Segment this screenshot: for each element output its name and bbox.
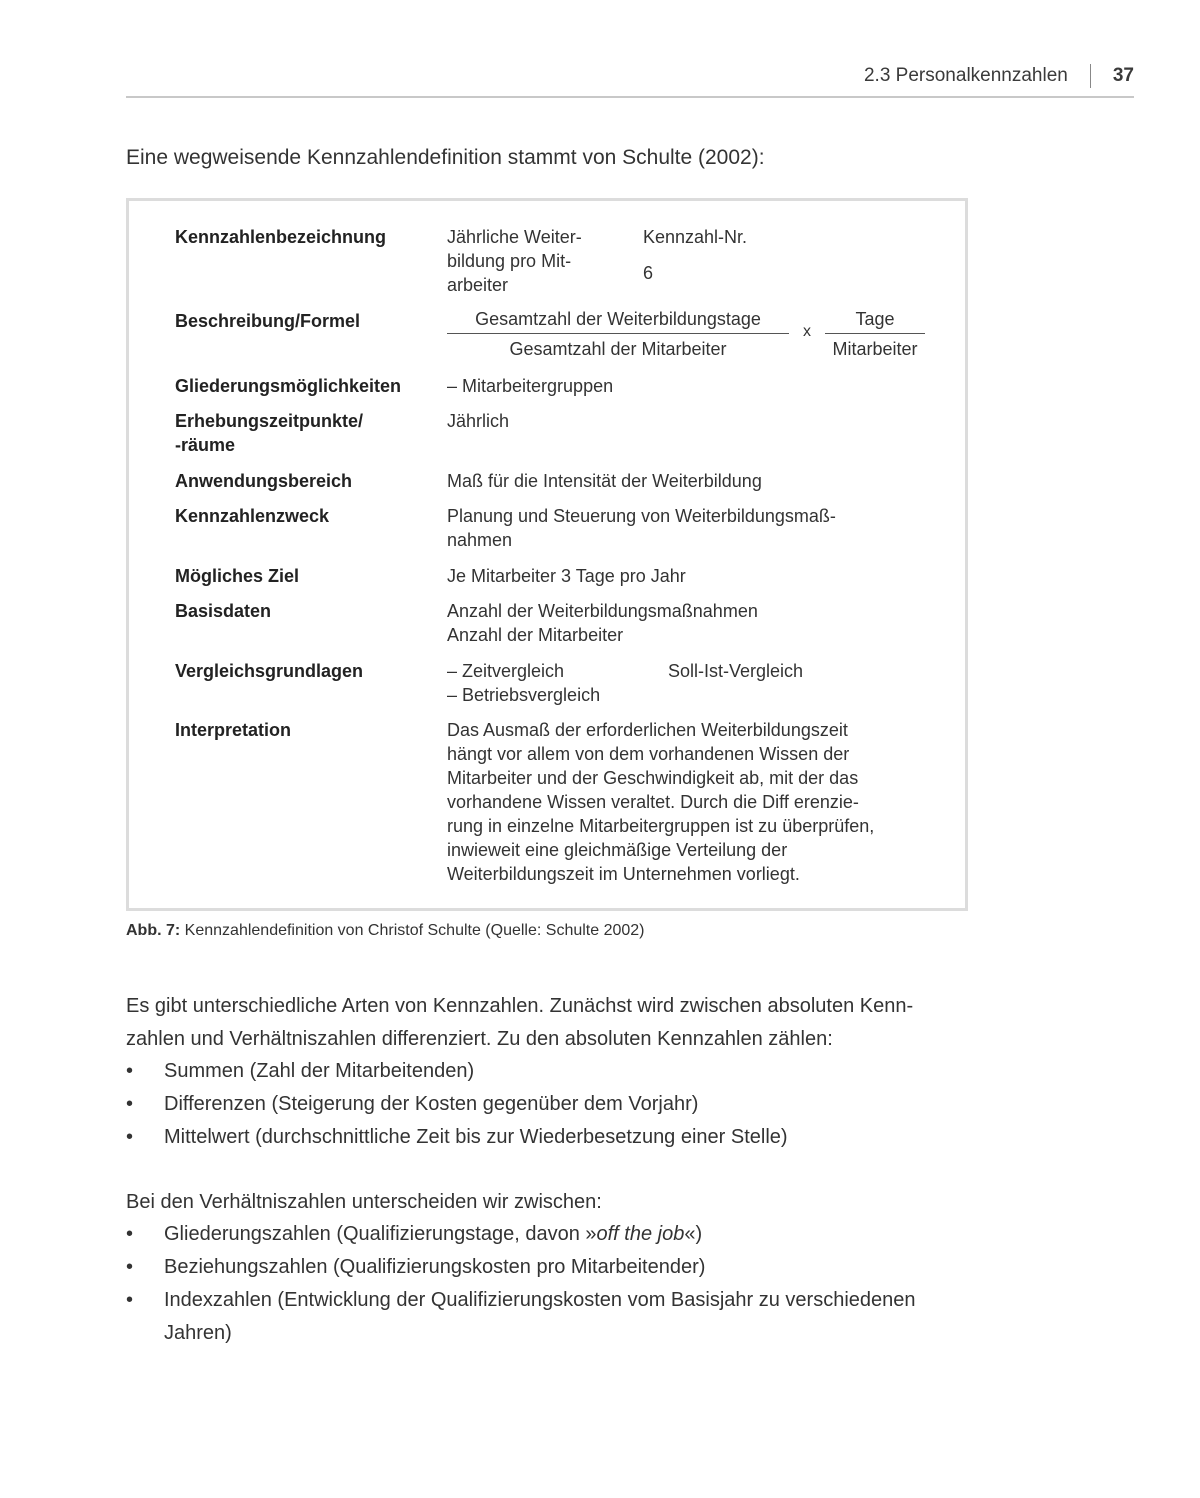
value-line: rung in einzelne Mitarbeitergruppen ist zu überprüfen,	[447, 816, 875, 836]
list-item	[126, 1218, 986, 1251]
value-vergleich-2: Soll-Ist-Vergleich	[668, 661, 804, 681]
label-erhebung	[175, 409, 363, 457]
kennzahl-nr-value: 6	[643, 263, 654, 283]
value-line: hängt vor allem von dem vorhandenen Wissen der	[447, 744, 850, 764]
value-zweck	[447, 504, 836, 552]
value-line: – Zeitvergleich	[447, 661, 565, 681]
list-item-italic: off the job	[596, 1223, 685, 1245]
list-item-text: «)	[684, 1223, 703, 1245]
intro-text: Eine wegweisende Kennzahlendefinition stammt von Schulte (2002):	[126, 146, 765, 169]
bullet-icon: •	[126, 1223, 134, 1245]
list-item-text: Gliederungszahlen (Qualifizierungstage, davon »	[164, 1223, 597, 1245]
label-bezeichnung: Kennzahlenbezeichnung	[175, 227, 387, 247]
value-gliederung: – Mitarbeitergruppen	[447, 376, 614, 396]
value-vergleich	[447, 659, 600, 707]
label-zweck: Kennzahlenzweck	[175, 506, 330, 526]
value-basis	[447, 599, 758, 647]
bullet-icon: •	[126, 1256, 134, 1278]
value-line: inwieweit eine gleichmäßige Verteilung der	[447, 840, 788, 860]
label-line: Erhebungszeitpunkte/	[175, 411, 364, 431]
bullet-icon: •	[126, 1093, 134, 1115]
definition-box	[126, 198, 968, 911]
unit-numerator: Tage	[825, 309, 925, 334]
list-item-text: Jahren)	[164, 1322, 232, 1344]
unit-denominator: Mitarbeiter	[832, 339, 918, 359]
value-line: Jährliche Weiter-	[447, 227, 582, 247]
fraction-unit	[825, 309, 925, 360]
header-separator	[1090, 64, 1091, 88]
label-ziel: Mögliches Ziel	[175, 566, 300, 586]
bullet-list-absolute	[126, 1055, 986, 1154]
times-sign: x	[803, 323, 811, 340]
list-item	[126, 1121, 986, 1154]
value-interpretation	[447, 718, 874, 886]
bullet-icon: •	[126, 1289, 134, 1311]
list-item	[126, 1055, 986, 1088]
list-item-text: Beziehungszahlen (Qualifizierungskosten pro Mitarbeitender)	[164, 1256, 706, 1278]
caption-text: Kennzahlendefinition von Christof Schulte (Quelle: Schulte 2002)	[184, 922, 645, 939]
value-line: arbeiter	[447, 275, 509, 295]
value-line: – Betriebsvergleich	[447, 685, 601, 705]
paragraph-2: Bei den Verhältniszahlen unterscheiden wir zwischen:	[126, 1191, 602, 1213]
figure-caption	[126, 922, 645, 940]
header-right	[864, 62, 1134, 90]
bullet-list-relative	[126, 1218, 986, 1350]
label-interpretation: Interpretation	[175, 720, 292, 740]
value-anwendung: Maß für die Intensität der Weiterbildung	[447, 471, 762, 491]
paragraph-line: zahlen und Verhältniszahlen differenziert. Zu den absoluten Kennzahlen zählen:	[126, 1028, 833, 1050]
label-basis: Basisdaten	[175, 601, 272, 621]
value-line: nahmen	[447, 530, 513, 550]
value-line: Mitarbeiter und der Geschwindigkeit ab, mit der das	[447, 768, 859, 788]
list-item-text: Mittelwert (durchschnittliche Zeit bis zur Wiederbesetzung einer Stelle)	[164, 1126, 788, 1148]
denominator: Gesamtzahl der Mitarbeiter	[509, 339, 727, 359]
kennzahl-nr-label: Kennzahl-Nr.	[643, 227, 748, 247]
value-line: vorhandene Wissen veraltet. Durch die Diff erenzie-	[447, 792, 859, 812]
label-vergleich: Vergleichsgrundlagen	[175, 661, 364, 681]
label-formel: Beschreibung/Formel	[175, 311, 361, 331]
list-item-text: Summen (Zahl der Mitarbeitenden)	[164, 1060, 475, 1082]
list-item	[126, 1284, 986, 1350]
value-ziel: Je Mitarbeiter 3 Tage pro Jahr	[447, 566, 686, 586]
list-item-text: Indexzahlen (Entwicklung der Qualifizierungskosten vom Basisjahr zu verschiedenen	[164, 1289, 916, 1311]
fraction-main	[447, 309, 789, 360]
paragraph-line: Es gibt unterschiedliche Arten von Kennzahlen. Zunächst wird zwischen absoluten Kenn-	[126, 995, 914, 1017]
value-line: Das Ausmaß der erforderlichen Weiterbildungszeit	[447, 720, 848, 740]
list-item	[126, 1251, 986, 1284]
value-bezeichnung	[447, 225, 582, 297]
page-number: 37	[1112, 65, 1134, 86]
running-header	[126, 62, 1134, 98]
caption-label: Abb. 7:	[126, 922, 181, 939]
formula	[447, 309, 937, 365]
section-title: 2.3 Personalkennzahlen	[863, 65, 1068, 86]
value-line: bildung pro Mit-	[447, 251, 572, 271]
label-line: -räume	[175, 435, 236, 455]
value-line: Anzahl der Weiterbildungsmaßnahmen	[447, 601, 758, 621]
value-erhebung: Jährlich	[447, 411, 510, 431]
bullet-icon: •	[126, 1126, 134, 1148]
value-line: Anzahl der Mitarbeiter	[447, 625, 624, 645]
label-gliederung: Gliederungsmöglichkeiten	[175, 376, 402, 396]
list-item	[126, 1088, 986, 1121]
list-item-text: Differenzen (Steigerung der Kosten gegenüber dem Vorjahr)	[164, 1093, 699, 1115]
value-line: Planung und Steuerung von Weiterbildungsmaß-	[447, 506, 836, 526]
label-anwendung: Anwendungsbereich	[175, 471, 353, 491]
paragraph-1	[126, 990, 913, 1056]
value-line: Weiterbildungszeit im Unternehmen vorliegt.	[447, 864, 800, 884]
numerator: Gesamtzahl der Weiterbildungstage	[447, 309, 789, 334]
bullet-icon: •	[126, 1060, 134, 1082]
